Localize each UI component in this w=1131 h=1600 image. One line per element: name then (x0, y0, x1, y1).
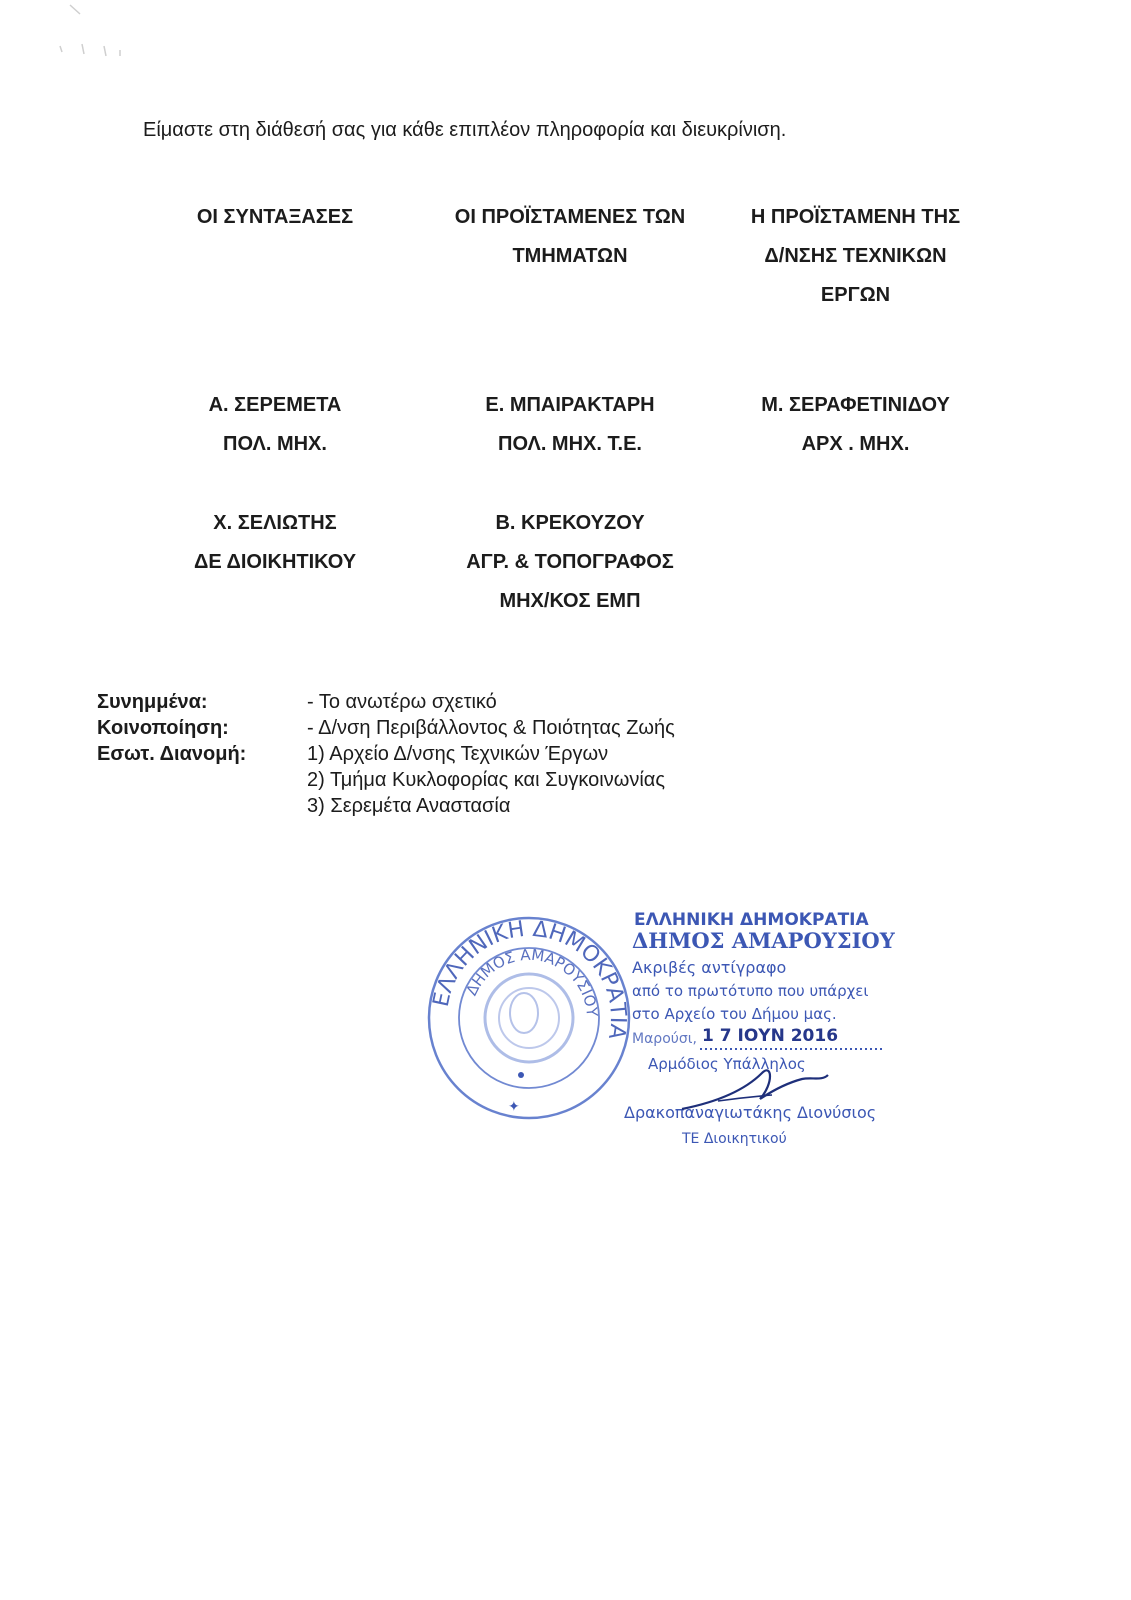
internal-label: Εσωτ. Διανομή: (97, 743, 247, 765)
header-line: ΟΙ ΣΥΝΤΑΞΑΣΕΣ (196, 206, 354, 228)
stamp-line: Μαρούσι, (632, 1031, 697, 1047)
signatory-title: ΔΕ ΔΙΟΙΚΗΤΙΚΟΥ (193, 551, 357, 573)
stamp-line: ΕΛΛΗΝΙΚΗ ΔΗΜΟΚΡΑΤΙΑ (634, 910, 869, 930)
header-line: Η ΠΡΟΪΣΤΑΜΕΝΗ ΤΗΣ (750, 206, 961, 228)
seal-outer-text: ΕΛΛΗΝΙΚΗ ΔΗΜΟΚΡΑΤΙΑ (428, 916, 631, 1042)
municipality-seal (424, 913, 634, 1123)
signatory-name: Χ. ΣΕΛΙΩΤΗΣ (213, 512, 337, 534)
signatory-block (425, 504, 715, 621)
signatory-name: Μ. ΣΕΡΑΦΕΤΙΝΙΔΟΥ (761, 394, 950, 416)
notify-row (97, 715, 675, 741)
scan-marks (40, 0, 160, 60)
stamp-line: Αρμόδιος Υπάλληλος (648, 1055, 806, 1073)
signatory-title: ΠΟΛ. ΜΗΧ. Τ.Ε. (498, 433, 642, 455)
stamp-line: στο Αρχείο του Δήμου μας. (632, 1005, 837, 1023)
attachments-value: - Το ανωτέρω σχετικό (307, 691, 497, 713)
attachments-label: Συνημμένα: (97, 691, 208, 713)
signatory-title: ΑΓΡ. & ΤΟΠΟΓΡΑΦΟΣ (466, 551, 674, 573)
notify-label: Κοινοποίηση: (97, 717, 229, 739)
stamp-line: από το πρωτότυπο που υπάρχει (632, 982, 869, 1000)
stamp-line: ΤΕ Διοικητικού (682, 1131, 787, 1147)
header-drafters (170, 198, 380, 237)
internal-item: 3) Σερεμέτα Αναστασία (307, 795, 511, 817)
stamp-line: ΔΗΜΟΣ ΑΜΑΡΟΥΣΙΟΥ (632, 928, 895, 953)
seal-inner-text: ΔΗΜΟΣ ΑΜΑΡΟΥΣΙΟΥ (462, 945, 602, 1018)
distribution-list (97, 689, 675, 819)
header-line: ΤΜΗΜΑΤΩΝ (512, 245, 628, 267)
signatory-name: Ε. ΜΠΑΙΡΑΚΤΑΡΗ (485, 394, 655, 416)
internal-item: 2) Τμήμα Κυκλοφορίας και Συγκοινωνίας (307, 769, 665, 791)
signatory-block (165, 504, 385, 582)
seal-icon (424, 913, 634, 1123)
header-line: ΕΡΓΩΝ (820, 284, 891, 306)
internal-row (97, 741, 675, 767)
signatory-name: Α. ΣΕΡΕΜΕΤΑ (208, 394, 342, 416)
stamp-line: Δρακοπαναγιωτάκης Διονύσιος (624, 1103, 877, 1122)
svg-text:✦: ✦ (508, 1098, 520, 1114)
header-section-heads (425, 198, 715, 276)
internal-row (97, 793, 675, 819)
notify-value: - Δ/νση Περιβάλλοντος & Ποιότητας Ζωής (307, 717, 675, 739)
header-directorate-head (728, 198, 983, 315)
closing-sentence: Είμαστε στη διάθεσή σας για κάθε επιπλέον πληροφορία και διευκρίνιση. (143, 119, 787, 141)
signatory-block (170, 386, 380, 464)
stamp-graphic (622, 903, 922, 1163)
header-line: Δ/ΝΣΗΣ ΤΕΧΝΙΚΩΝ (764, 245, 947, 267)
header-line: ΟΙ ΠΡΟΪΣΤΑΜΕΝΕΣ ΤΩΝ (454, 206, 686, 228)
signatory-title: ΑΡΧ . ΜΗΧ. (801, 433, 910, 455)
stamp-date: 1 7 ΙΟΥΝ 2016 (702, 1026, 839, 1046)
attachments-row (97, 689, 675, 715)
signatory-block (425, 386, 715, 464)
stamp-line: Ακριβές αντίγραφο (632, 958, 787, 977)
certification-stamp (622, 903, 922, 1163)
internal-row (97, 767, 675, 793)
signatory-block (728, 386, 983, 464)
internal-item: 1) Αρχείο Δ/νσης Τεχνικών Έργων (307, 743, 609, 765)
signatory-name: Β. ΚΡΕΚΟΥΖΟΥ (495, 512, 645, 534)
signatory-title: ΜΗΧ/ΚΟΣ ΕΜΠ (499, 590, 641, 612)
signatory-title: ΠΟΛ. ΜΗΧ. (223, 433, 327, 455)
